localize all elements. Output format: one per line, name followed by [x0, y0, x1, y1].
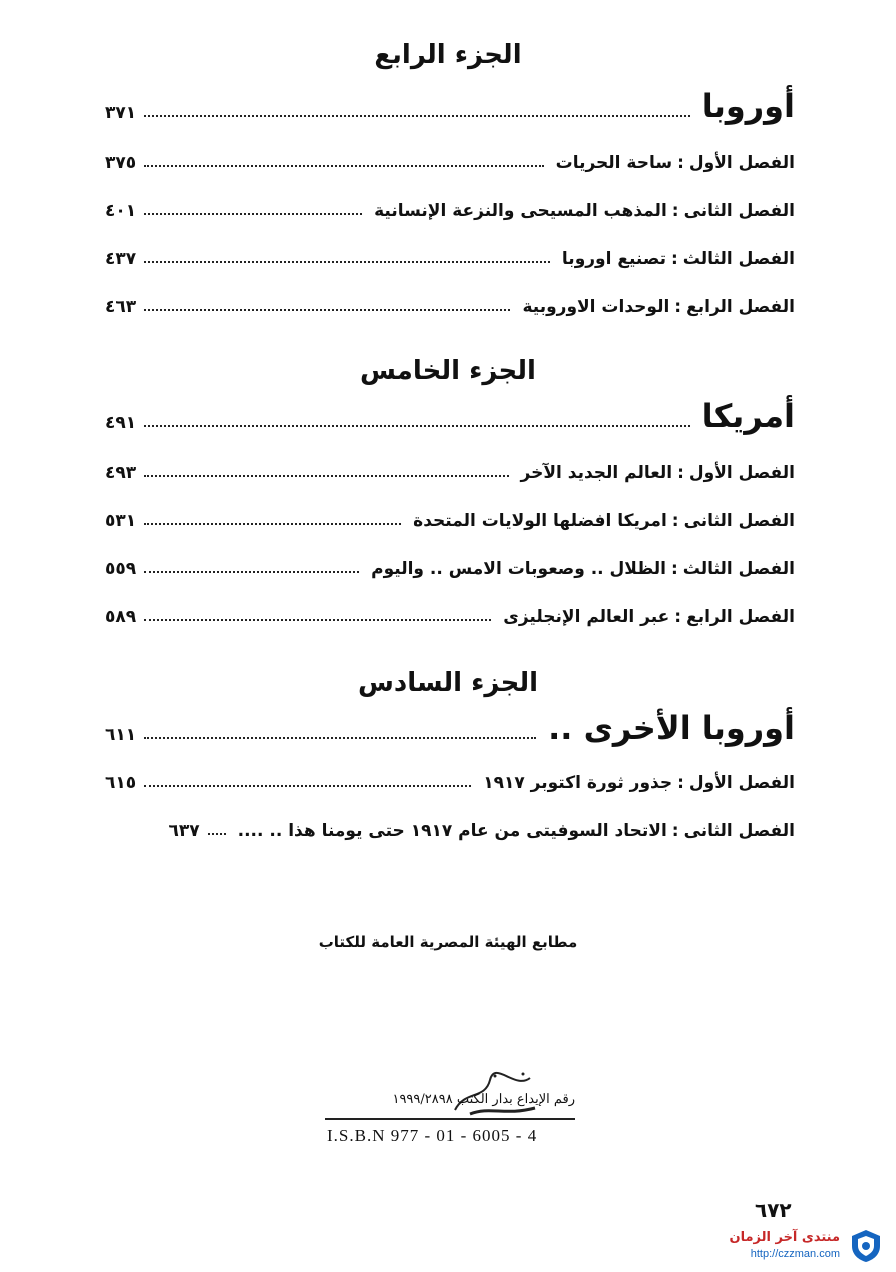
page-ref: ٤٩١ [105, 413, 137, 433]
chapter-title [552, 155, 795, 172]
page-ref: ٣٧١ [105, 103, 137, 123]
page-ref: ٤٠١ [105, 201, 137, 221]
toc-chapter-row [105, 806, 795, 840]
chapter-name: الاتحاد السوفيتى من عام ١٩١٧ حتى يومنا هذا .. .... [237, 821, 667, 841]
dot-leader [144, 212, 362, 215]
page-ref: ٦١١ [105, 725, 137, 745]
chapter-name: العالم الجديد الآخر [520, 463, 673, 483]
part-title: الجزء الرابع [374, 40, 522, 70]
chapter-name: المذهب المسيحى والنزعة الإنسانية [374, 201, 667, 221]
chapter-separator: : [671, 511, 679, 531]
toc-section-row [105, 397, 795, 435]
chapter-name: الظلال .. وصعوبات الامس .. واليوم [371, 559, 666, 579]
toc-chapter-row [105, 544, 795, 578]
chapter-title [479, 775, 795, 792]
chapter-name: الوحدات الاوروبية [522, 297, 670, 317]
page-ref: ٣٧٥ [105, 153, 137, 173]
toc-chapter-row [105, 282, 795, 316]
chapter-label: الفصل الثانى [683, 821, 795, 841]
chapter-label: الفصل الرابع [686, 607, 795, 627]
dot-leader [144, 164, 543, 167]
chapter-label: الفصل الأول [688, 773, 795, 793]
page-ref: ٦١٥ [105, 773, 137, 793]
chapter-label: الفصل الثانى [683, 511, 795, 531]
page-ref: ٤٦٣ [105, 297, 137, 317]
toc-chapter-row [105, 448, 795, 482]
toc-section-row [105, 87, 795, 125]
toc-chapter-row [105, 186, 795, 220]
stamp-rule [325, 1118, 575, 1120]
toc-chapter-row [105, 758, 795, 792]
chapter-separator: : [671, 821, 679, 841]
chapter-name: امريكا افضلها الولايات المتحدة [413, 511, 667, 531]
chapter-name: عبر العالم الإنجليزى [503, 607, 670, 627]
section-title: أوروبا الأخرى .. [548, 709, 795, 747]
dot-leader [144, 618, 491, 621]
page-ref: ٥٨٩ [105, 607, 137, 627]
watermark-name: منتدى آخر الزمان [729, 1230, 840, 1245]
dot-leader [144, 522, 401, 525]
dot-leader [144, 784, 471, 787]
chapter-title [409, 513, 795, 530]
page-ref: ٥٥٩ [105, 559, 137, 579]
legal-deposit-number: رقم الإيداع بدار الكتب ١٩٩٩/٢٨٩٨ [392, 1092, 575, 1107]
toc-chapter-row [105, 592, 795, 626]
page-number: ٦٧٢ [755, 1198, 792, 1222]
page-ref: ٤٣٧ [105, 249, 137, 269]
chapter-label: الفصل الرابع [686, 297, 795, 317]
chapter-label: الفصل الثالث [682, 249, 795, 269]
page-ref: ٥٣١ [105, 511, 137, 531]
toc-chapter-row [105, 496, 795, 530]
dot-leader [144, 260, 550, 263]
dot-leader [144, 114, 690, 117]
chapter-label: الفصل الثالث [682, 559, 795, 579]
watermark-url[interactable]: http://czzman.com [750, 1248, 840, 1260]
printer-credit: مطابع الهيئة المصرية العامة للكتاب [318, 933, 578, 951]
chapter-title [367, 561, 795, 578]
part-title: الجزء الخامس [360, 356, 536, 386]
chapter-separator: : [670, 559, 678, 579]
isbn: I.S.B.N 977 - 01 - 6005 - 4 [327, 1126, 538, 1145]
deposit-stamp [325, 1070, 575, 1160]
chapter-separator: : [674, 297, 682, 317]
dot-leader [144, 570, 359, 573]
chapter-title [517, 465, 795, 482]
toc-chapter-row [105, 138, 795, 172]
page-ref: ٤٩٣ [105, 463, 137, 483]
chapter-title [234, 823, 795, 840]
chapter-separator: : [677, 153, 684, 173]
page-ref: ٦٣٧ [168, 821, 200, 841]
chapter-label: الفصل الأول [688, 153, 795, 173]
forum-watermark[interactable] [688, 1228, 888, 1264]
part-title: الجزء السادس [357, 668, 539, 698]
chapter-label: الفصل الأول [688, 463, 795, 483]
shield-logo-icon [848, 1228, 884, 1264]
dot-leader [144, 308, 510, 311]
chapter-name: ساحة الحريات [555, 153, 673, 173]
dot-leader [144, 736, 536, 739]
chapter-title [370, 203, 795, 220]
dot-leader [208, 832, 226, 835]
chapter-name: تصنيع اوروبا [561, 249, 666, 269]
toc-section-row [105, 709, 795, 747]
dot-leader [144, 424, 690, 427]
chapter-separator: : [670, 249, 678, 269]
dot-leader [144, 474, 508, 477]
section-title: أمريكا [701, 397, 795, 435]
chapter-separator: : [677, 773, 684, 793]
toc-chapter-row [105, 234, 795, 268]
chapter-separator: : [674, 607, 682, 627]
chapter-separator: : [677, 463, 684, 483]
chapter-label: الفصل الثانى [683, 201, 795, 221]
chapter-title [499, 609, 795, 626]
chapter-title [558, 251, 795, 268]
chapter-name: جذور ثورة اكتوبر ١٩١٧ [483, 773, 673, 793]
chapter-title [518, 299, 795, 316]
section-title: أوروبا [701, 87, 795, 125]
chapter-separator: : [671, 201, 679, 221]
